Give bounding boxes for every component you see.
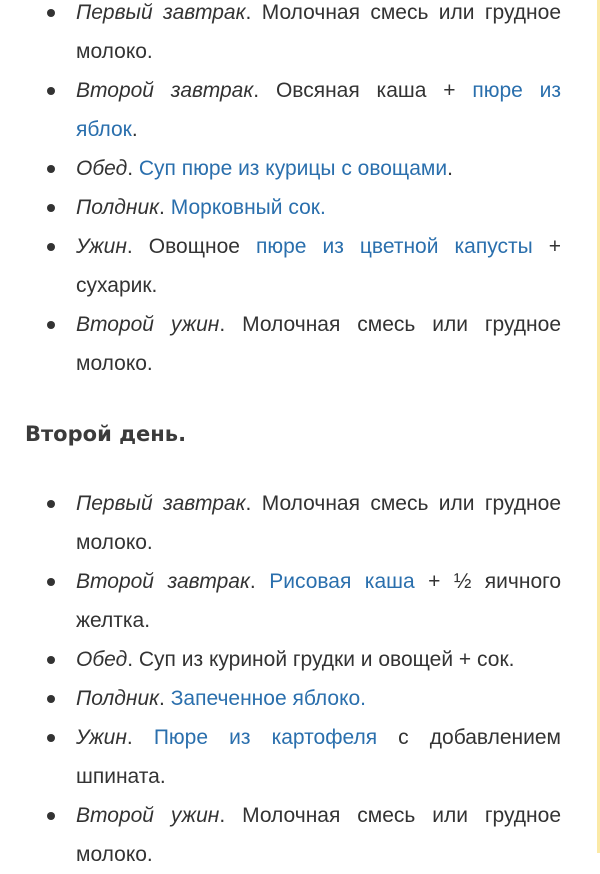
meal-name-period: .: [159, 196, 165, 219]
meal-name-period: .: [159, 687, 165, 710]
recipe-link[interactable]: Пюре из картофеля: [153, 726, 378, 749]
recipe-link[interactable]: Суп пюре из курицы с овощами: [138, 157, 448, 180]
bullet-dot-icon: [47, 243, 55, 251]
meal-description-text: + ½ яичного желтка.: [76, 570, 562, 632]
meal-list-item: [0, 305, 597, 383]
meal-list-item: [0, 188, 597, 227]
meal-name-period: .: [249, 570, 256, 593]
meal-description-text: Овощное: [132, 235, 256, 258]
meal-name: Ужин: [76, 726, 127, 749]
bullet-dot-icon: [47, 500, 55, 508]
meal-name: Полдник: [76, 687, 160, 710]
bullet-dot-icon: [47, 734, 55, 742]
meal-description-text: [256, 570, 269, 593]
bullet-dot-icon: [47, 165, 55, 173]
meal-name-period: .: [126, 726, 133, 749]
meal-name-period: .: [219, 313, 226, 336]
meal-description-text: Молочная смесь или грудное молоко.: [76, 492, 562, 554]
day2-heading: Второй день.: [25, 422, 187, 446]
meal-list-item: [0, 640, 597, 679]
meal-name: Второй ужин: [76, 313, 220, 336]
meal-name-period: .: [245, 1, 252, 24]
bullet-dot-icon: [47, 204, 55, 212]
meal-name: Первый завтрак: [76, 1, 246, 24]
meal-list-item: [0, 796, 597, 874]
meal-description-text: + сухарик.: [76, 235, 561, 297]
bullet-dot-icon: [47, 578, 55, 586]
bullet-dot-icon: [47, 87, 55, 95]
meal-list-item: [0, 227, 597, 305]
bullet-dot-icon: [47, 812, 55, 820]
day1-meal-list: [0, 0, 597, 383]
recipe-link[interactable]: Запеченное яблоко.: [170, 687, 367, 710]
recipe-link[interactable]: Рисовая каша: [269, 570, 415, 593]
meal-list-item: [0, 484, 597, 562]
meal-description-text: [133, 726, 154, 749]
meal-list-item: [0, 0, 597, 71]
bullet-dot-icon: [47, 695, 55, 703]
meal-name-period: .: [127, 648, 134, 671]
meal-list-item: [0, 71, 597, 149]
meal-name-period: .: [219, 804, 226, 827]
meal-list-item: [0, 679, 597, 718]
meal-name-period: .: [245, 492, 252, 515]
meal-description-text: Суп из куриной грудки и овощей + сок.: [133, 648, 515, 671]
meal-name: Второй завтрак: [76, 79, 254, 102]
bullet-dot-icon: [47, 656, 55, 664]
meal-list-item: [0, 562, 597, 640]
recipe-link[interactable]: Морковный сок.: [170, 196, 326, 219]
meal-list-item: [0, 718, 597, 796]
meal-name-period: .: [253, 79, 260, 102]
bullet-dot-icon: [47, 9, 55, 17]
meal-name: Обед: [76, 648, 128, 671]
meal-name: Второй ужин: [76, 804, 220, 827]
meal-description-text: .: [131, 118, 138, 141]
meal-name: Ужин: [76, 235, 127, 258]
meal-name: Полдник: [76, 196, 160, 219]
recipe-link[interactable]: пюре из яблок: [76, 79, 561, 141]
meal-description-text: .: [447, 157, 453, 180]
meal-name-period: .: [127, 157, 134, 180]
meal-list-item: [0, 149, 597, 188]
meal-description-text: Молочная смесь или грудное молоко.: [76, 313, 562, 375]
meal-description-text: Молочная смесь или грудное молоко.: [76, 804, 562, 866]
meal-description-text: Молочная смесь или грудное молоко.: [76, 1, 562, 63]
meal-description-text: с добавлением шпината.: [76, 726, 561, 788]
meal-name: Второй завтрак: [76, 570, 250, 593]
meal-description-text: Овсяная каша +: [259, 79, 473, 102]
bullet-dot-icon: [47, 321, 55, 329]
meal-name: Первый завтрак: [76, 492, 246, 515]
recipe-link[interactable]: пюре из цветной капусты: [255, 235, 533, 258]
meal-name: Обед: [76, 157, 128, 180]
day2-meal-list: [0, 484, 597, 874]
meal-name-period: .: [126, 235, 133, 258]
